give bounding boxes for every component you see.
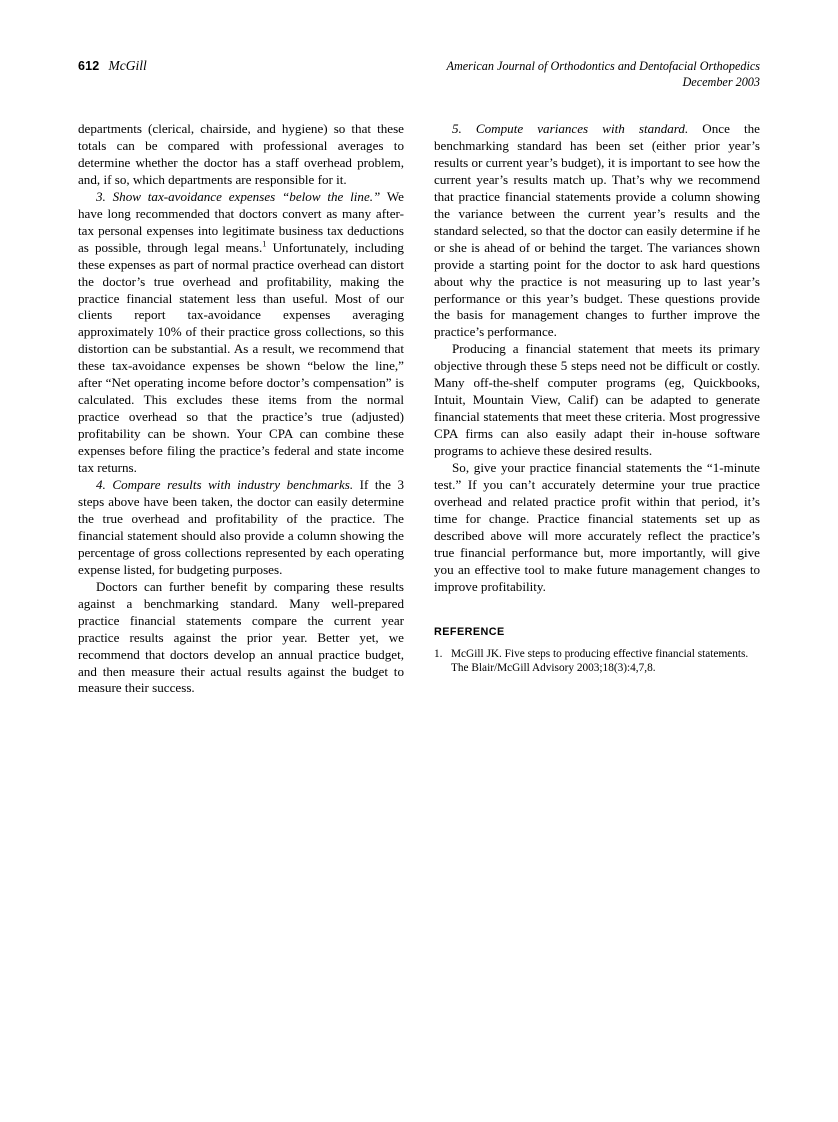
paragraph: Doctors can further benefit by comparing these results against a benchmarking standard. Many well-prepared practice financial statements compare the current year practice results against the prior year. Better yet, we recommend that doctors develop an annual practice budget, and then measure their actual results against the budget to measure their success.: [78, 578, 404, 696]
paragraph: So, give your practice financial statements the “1-minute test.” If you can’t accurately determine your true practice overhead and related practice profit within that period, it’s time for change. Practice financial statements set up as described above will more accurately reflect the practice’s true financial performance but, more importantly, will give you an effective tool to make future management changes to improve profitability.: [434, 460, 760, 594]
paragraph: departments (clerical, chairside, and hygiene) so that these totals can be compared with professional averages to determine whether the doctor has a staff overhead problem, and, if so, which departments are responsible for it.: [78, 121, 404, 187]
reference-heading: REFERENCE: [434, 625, 505, 638]
run-in-heading: 4. Compare results with industry benchmarks.: [96, 477, 354, 493]
journal-title: American Journal of Orthodontics and Dentofacial Orthopedics: [446, 59, 760, 73]
running-head-left: [78, 58, 147, 74]
paragraph: [434, 121, 760, 341]
column-left: [78, 121, 404, 697]
reference-number: 1.: [434, 647, 443, 660]
running-head-right: [447, 58, 760, 90]
footnote-marker: 1: [262, 238, 267, 249]
run-in-heading: 3. Show tax-avoidance expenses “below the line.”: [96, 188, 381, 204]
column-right: [434, 121, 760, 676]
paragraph-text: Once the benchmarking standard has been set (either prior year’s results or current year’s budget), it is important to see how the current year’s results match up. That’s why we recommend that practice financial statements provide a column showing the variance between the current year’s results and the standard selected, so that the doctor can easily determine if he or she is ahead of or behind the target. The variances shown provide a starting point for the doctor to ask hard questions about why the practice is not measuring up to last year’s performance or this year’s budget. These questions provide the basis for management changes to further improve the practice’s performance.: [434, 121, 760, 340]
running-head: [78, 58, 760, 90]
running-head-author: McGill: [108, 58, 147, 73]
run-in-heading: 5. Compute variances with standard.: [452, 121, 689, 136]
paragraph: [78, 477, 404, 579]
paragraph-text: Unfortunately, including these expenses as part of normal practice overhead can distort the doctor’s true overhead and profitability, making the practice financial statement less than useful. Most of our clients report tax-avoidance expenses averaging approximately 10% of their practice gross collections, so this distortion can be substantial. As a result, we recommend that these tax-avoidance expenses be shown “below the line,” after “Net operating income before doctor’s compensation” is calculated. This excludes these items from the normal practice overhead so that the practice’s true (adjusted) profitability can be shown. Your CPA can combine these expenses before filing the practice’s federal and state income tax returns.: [78, 239, 404, 476]
paragraph: [78, 189, 404, 477]
paragraph-text: We have long recommended that doctors convert as many after-tax personal expenses into legitimate business tax deductions as possible, through legal means.: [78, 188, 404, 255]
issue-date: December 2003: [682, 75, 760, 89]
reference-section: [434, 626, 760, 676]
reference-text: McGill JK. Five steps to producing effective financial statements. The Blair/McGill Advisory 2003;18(3):4,7,8.: [451, 647, 749, 675]
page-number: 612: [78, 59, 100, 73]
paragraph: Producing a financial statement that meets its primary objective through these 5 steps need not be difficult or costly. Many off-the-shelf computer programs (eg, Quickbooks, Intuit, Mountain View, Calif) can be adapted to generate financial statements that meet these criteria. Most progressive CPA firms can also easily adapt their in-house software programs to achieve these desired results.: [434, 341, 760, 459]
reference-item: [434, 647, 760, 676]
paragraph-text: If the 3 steps above have been taken, the doctor can easily determine the true overhead and profitability of the practice. The financial statement should also provide a column showing the percentage of gross collections represented by each operating expense listed, for budgeting purposes.: [78, 477, 404, 577]
